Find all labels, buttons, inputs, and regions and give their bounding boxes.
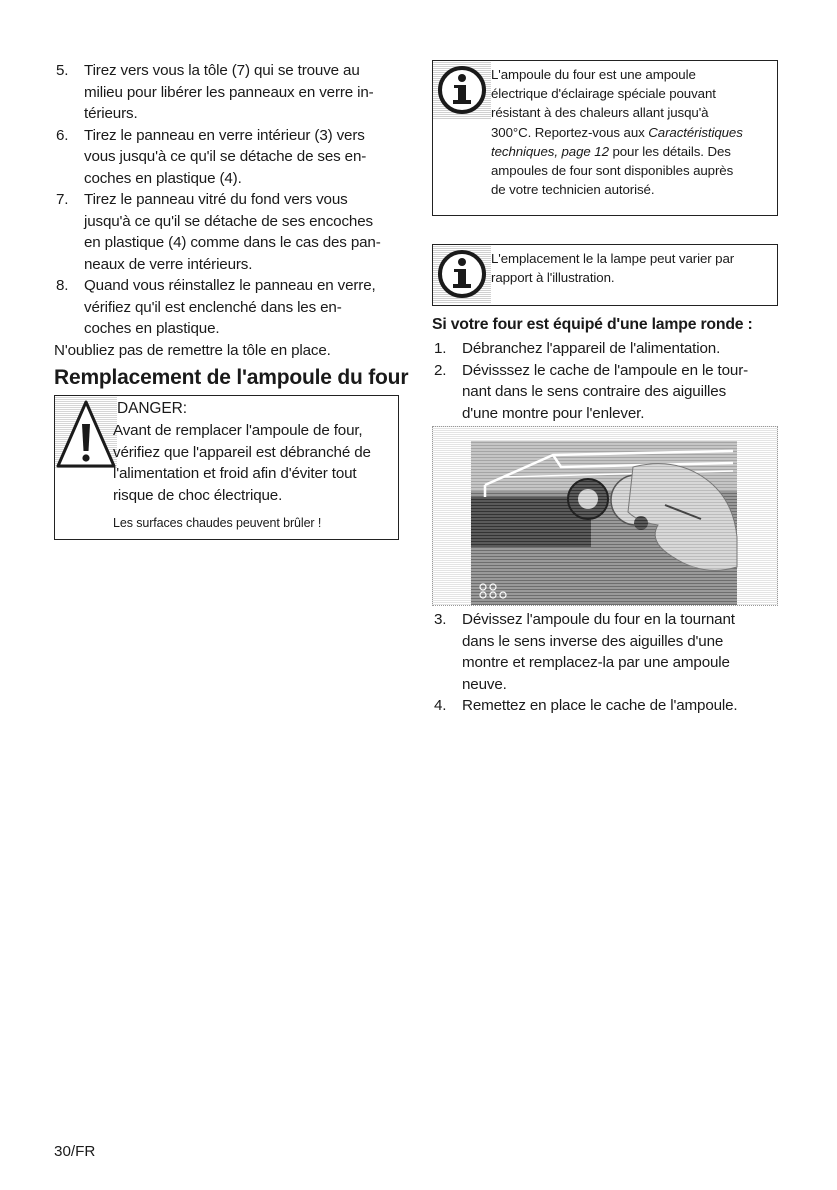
info-box-location <box>432 244 778 306</box>
list-item: 5. Tirez vers vous la tôle (7) qui se trouve au milieu pour libérer les panneaux en verre in- térieurs. <box>56 62 374 122</box>
info-box-bulb <box>432 60 778 216</box>
section-title: Remplacement de l'ampoule du four <box>54 366 409 389</box>
list-item: 3. Dévissez l'ampoule du four en la tournant dans le sens inverse des aiguilles d'une montre et remplacez-la par une ampoule neuve. <box>434 611 735 693</box>
list-item: 2. Dévisssez le cache de l'ampoule en le tour- nant dans le sens contraire des aiguilles d'une montre pour l'enlever. <box>434 361 749 422</box>
steps-right-a <box>432 338 778 424</box>
danger-text: Avant de remplacer l'ampoule de four, vérifiez que l'appareil est débranché de l'alimentation et froid afin d'éviter tout risque de choc électrique. <box>113 422 371 504</box>
subsection-title: Si votre four est équipé d'une lampe ronde : <box>432 316 753 333</box>
right-column <box>432 60 778 717</box>
info-text-bulb: L'ampoule du four est une ampoule électrique d'éclairage spéciale pouvant résistant à des chaleurs allant jusqu'à 300°C. Reportez-vous aux Caractéristiques techniques, page 12 pour les détails. Des ampoules de four sont disponibles auprès de votre technicien autorisé. <box>491 67 743 198</box>
list-item: 7. Tirez le panneau vitré du fond vers vous jusqu'à ce qu'il se détache de ses encoches en plastique (4) comme dans le cas des pan- neaux de verre intérieurs. <box>56 191 381 273</box>
info-icon <box>435 247 489 301</box>
list-item: 6. Tirez le panneau en verre intérieur (3) vers vous jusqu'à ce qu'il se détache de ses en- coches en plastique (4). <box>56 126 367 187</box>
crossref-link: Caractéristiques <box>648 124 743 140</box>
steps-left <box>54 60 399 340</box>
lamp-illustration <box>432 426 778 606</box>
info-icon-area <box>433 245 491 303</box>
info-text-location: L'emplacement le la lampe peut varier par rapport à l'illustration. <box>491 251 735 286</box>
list-item: 4. Remettez en place le cache de l'ampoule. <box>434 697 738 714</box>
crossref-link-page: techniques, page 12 <box>491 143 609 159</box>
left-column <box>54 60 409 540</box>
list-item: 8. Quand vous réinstallez le panneau en verre, vérifiez qu'il est enclenché dans les en- coches en plastique. <box>56 277 376 337</box>
oven-lamp-photo <box>433 427 778 606</box>
danger-small-text: Les surfaces chaudes peuvent brûler ! <box>113 516 322 530</box>
steps-right-b <box>432 609 778 717</box>
page-number: 30/FR <box>54 1143 96 1160</box>
info-icon <box>435 63 489 117</box>
danger-title: DANGER: <box>117 400 187 417</box>
reminder-text: N'oubliez pas de remettre la tôle en place. <box>54 341 331 359</box>
warning-triangle-icon <box>55 396 117 468</box>
info-icon-area <box>433 61 491 119</box>
list-item: 1. Débranchez l'appareil de l'alimentation. <box>434 340 721 357</box>
warning-area <box>55 396 117 468</box>
danger-box <box>54 395 399 540</box>
